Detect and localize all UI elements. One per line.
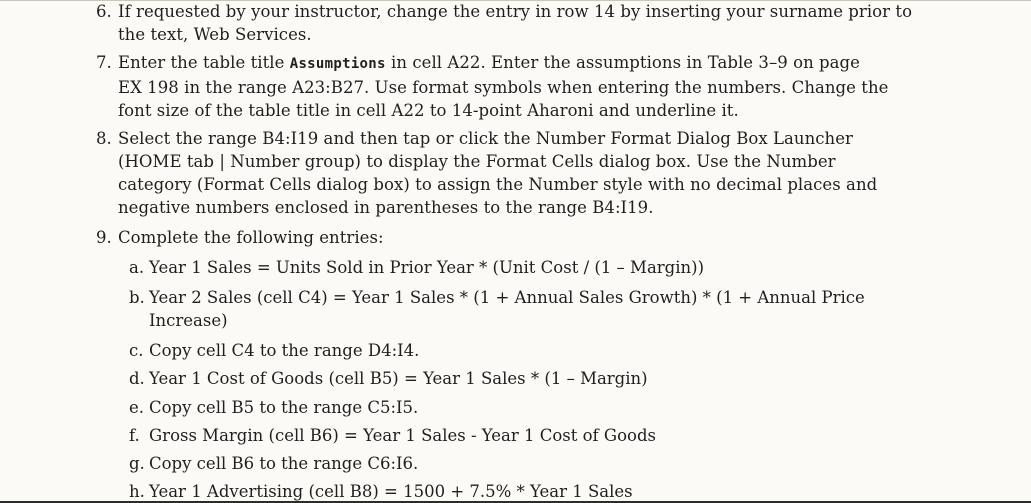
step-text-continued: the text, Web Services. xyxy=(118,25,312,44)
step-text-continued: EX 198 in the range A23:B27. Use format symbols when entering the numbers. Change the xyxy=(118,78,889,97)
substep-b xyxy=(129,286,869,332)
step-text: Complete the following entries: xyxy=(118,228,384,247)
step-text: If requested by your instructor, change the entry in row 14 by inserting your surname prior to xyxy=(118,2,913,21)
substep-d xyxy=(129,367,869,390)
table-title-code: Assumptions xyxy=(289,56,386,72)
substep-h xyxy=(129,480,869,503)
substep-text: Gross Margin (cell B6) = Year 1 Sales - Year 1 Cost of Goods xyxy=(149,426,656,445)
substep-f xyxy=(129,424,869,447)
substep-g xyxy=(129,452,869,475)
substep-letter: h. xyxy=(129,482,145,501)
substep-letter: e. xyxy=(129,398,145,417)
step-text-continued: (HOME tab | Number group) to display the Format Cells dialog box. Use the Number xyxy=(118,152,836,171)
substep-text: Copy cell C4 to the range D4:I4. xyxy=(149,341,420,360)
substep-text: Year 2 Sales (cell C4) = Year 1 Sales * (1 + Annual Sales Growth) * (1 + Annual Price xyxy=(149,288,865,307)
step-text-continued: category (Format Cells dialog box) to assign the Number style with no decimal places and xyxy=(118,175,878,194)
step-number: 6. xyxy=(96,2,112,21)
substep-c xyxy=(129,339,869,362)
step-text: in cell A22. Enter the assumptions in Table 3–9 on page xyxy=(385,53,860,72)
substep-text: Copy cell B6 to the range C6:I6. xyxy=(149,454,419,473)
step-number: 8. xyxy=(96,129,112,148)
step-text-continued: font size of the table title in cell A22 to 14-point Aharoni and underline it. xyxy=(118,101,739,120)
step-text: Enter the table title xyxy=(118,53,290,72)
substep-letter: g. xyxy=(129,454,145,473)
step-9 xyxy=(96,226,876,249)
substep-text: Copy cell B5 to the range C5:I5. xyxy=(149,398,419,417)
substep-letter: a. xyxy=(129,258,145,277)
substep-text-continued: Increase) xyxy=(149,311,228,330)
substep-letter: d. xyxy=(129,369,145,388)
substep-a xyxy=(129,256,869,279)
substep-letter: f. xyxy=(129,426,140,445)
step-6 xyxy=(96,0,913,46)
step-number: 7. xyxy=(96,53,112,72)
step-number: 9. xyxy=(96,228,112,247)
step-8 xyxy=(96,127,876,219)
step-text: Select the range B4:I19 and then tap or click the Number Format Dialog Box Launcher xyxy=(118,129,853,148)
step-text-continued: negative numbers enclosed in parentheses to the range B4:I19. xyxy=(118,198,654,217)
substep-e xyxy=(129,396,869,419)
substep-text: Year 1 Advertising (cell B8) = 1500 + 7.5% * Year 1 Sales xyxy=(149,482,633,501)
substep-letter: c. xyxy=(129,341,144,360)
substep-text: Year 1 Cost of Goods (cell B5) = Year 1 Sales * (1 – Margin) xyxy=(149,369,648,388)
substep-text: Year 1 Sales = Units Sold in Prior Year * (Unit Cost / (1 – Margin)) xyxy=(149,258,705,277)
step-7 xyxy=(96,51,889,122)
substep-letter: b. xyxy=(129,288,145,307)
